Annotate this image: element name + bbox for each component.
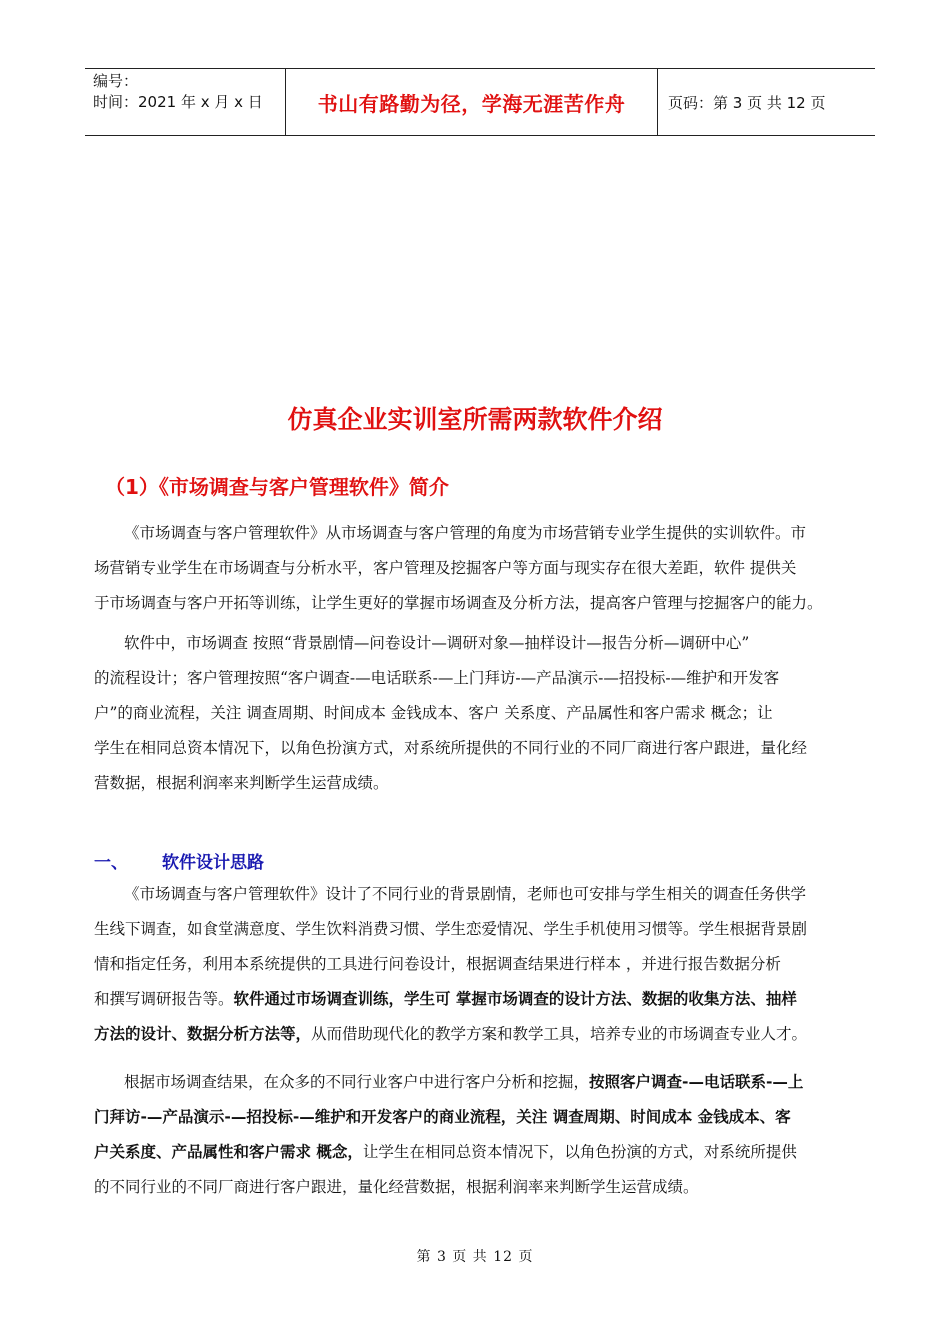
document-title: 仿真企业实训室所需两款软件介绍 — [287, 405, 663, 434]
header-motto: 书山有路勤为径，学海无涯苦作舟 — [317, 91, 626, 116]
text-line: 生线下调查，如食堂满意度、学生饮料消费习惯、学生恋爱情况、学生手机使用习惯等。学生根据背景剧 — [94, 920, 808, 938]
text-line: 户”的商业流程，关注 调查周期、时间成本 金钱成本、客户 关系度、产品属性和客户需求 概念；让 — [94, 704, 773, 722]
paragraph-customer — [94, 1065, 866, 1205]
subsection-number: 一、 — [94, 853, 128, 873]
section-title: （1）《市场调查与客户管理软件》简介 — [105, 475, 449, 499]
text-line — [94, 1017, 866, 1052]
page-header — [85, 68, 875, 136]
text-line — [94, 1135, 866, 1170]
text-line: 于市场调查与客户开拓等训练，让学生更好的掌握市场调查及分析方法，提高客户管理与挖掘客户的能力。 — [94, 594, 823, 612]
page-footer: 第 3 页 共 12 页 — [416, 1249, 534, 1265]
text-line: 营数据，根据利润率来判断学生运营成绩。 — [94, 774, 389, 792]
text-span: 从而借助现代化的教学方案和教学工具，培养专业的市场调查专业人才。 — [311, 1025, 808, 1043]
text-span: 根据市场调查结果，在众多的不同行业客户中进行客户分析和挖掘， — [124, 1073, 590, 1091]
subsection-label: 软件设计思路 — [162, 853, 264, 873]
text-line: 场营销专业学生在市场调查与分析水平，客户管理及挖掘客户等方面与现实存在很大差距，软件 提供关 — [94, 559, 797, 577]
text-line: 的流程设计；客户管理按照“客户调查-—电话联系-—上门拜访-—产品演示-—招投标-—维护和开发客 — [94, 669, 780, 687]
text-line: 学生在相同总资本情况下，以角色扮演方式，对系统所提供的不同行业的不同厂商进行客户跟进，量化经 — [94, 739, 808, 757]
bold-text: 软件通过市场调查训练，学生可 掌握市场调查的设计方法、数据的收集方法、抽样 — [233, 990, 797, 1008]
text-line — [94, 982, 866, 1017]
text-line: 软件中，市场调查 按照“背景剧情—问卷设计—调研对象—抽样设计—报告分析—调研中心” — [124, 634, 750, 652]
text-span: 和撰写调研报告等。 — [94, 990, 234, 1008]
header-page-info: 页码：第 3 页 共 12 页 — [668, 93, 826, 112]
document-time-label: 时间：2021 年 x 月 x 日 — [93, 93, 263, 111]
text-line: 门拜访-—产品演示-—招投标-—维护和开发客户的商业流程，关注 调查周期、时间成本 金钱成本、客 — [94, 1108, 791, 1126]
paragraph-intro — [94, 516, 866, 621]
text-line — [94, 1065, 866, 1100]
bold-text: 户关系度、产品属性和客户需求 概念， — [94, 1143, 363, 1161]
bold-text: 按照客户调查-—电话联系-—上 — [589, 1073, 804, 1091]
text-span: 让学生在相同总资本情况下，以角色扮演的方式，对系统所提供 — [362, 1143, 797, 1161]
document-number-label: 编号： — [93, 72, 139, 90]
text-line: 情和指定任务，利用本系统提供的工具进行问卷设计，根据调查结果进行样本 ，并进行报告数据分析 — [94, 955, 781, 973]
paragraph-design — [94, 877, 866, 1052]
bold-text: 方法的设计、数据分析方法等， — [94, 1025, 312, 1043]
text-line: 《市场调查与客户管理软件》从市场调查与客户管理的角度为市场营销专业学生提供的实训软件。市 — [124, 524, 807, 542]
subsection-heading — [94, 848, 264, 873]
paragraph-software-flow — [94, 626, 866, 801]
text-line: 《市场调查与客户管理软件》设计了不同行业的背景剧情，老师也可安排与学生相关的调查任务供学 — [124, 885, 807, 903]
header-meta — [93, 71, 263, 113]
header-motto-cell — [285, 69, 658, 135]
text-line: 的不同行业的不同厂商进行客户跟进，量化经营数据，根据利润率来判断学生运营成绩。 — [94, 1178, 699, 1196]
